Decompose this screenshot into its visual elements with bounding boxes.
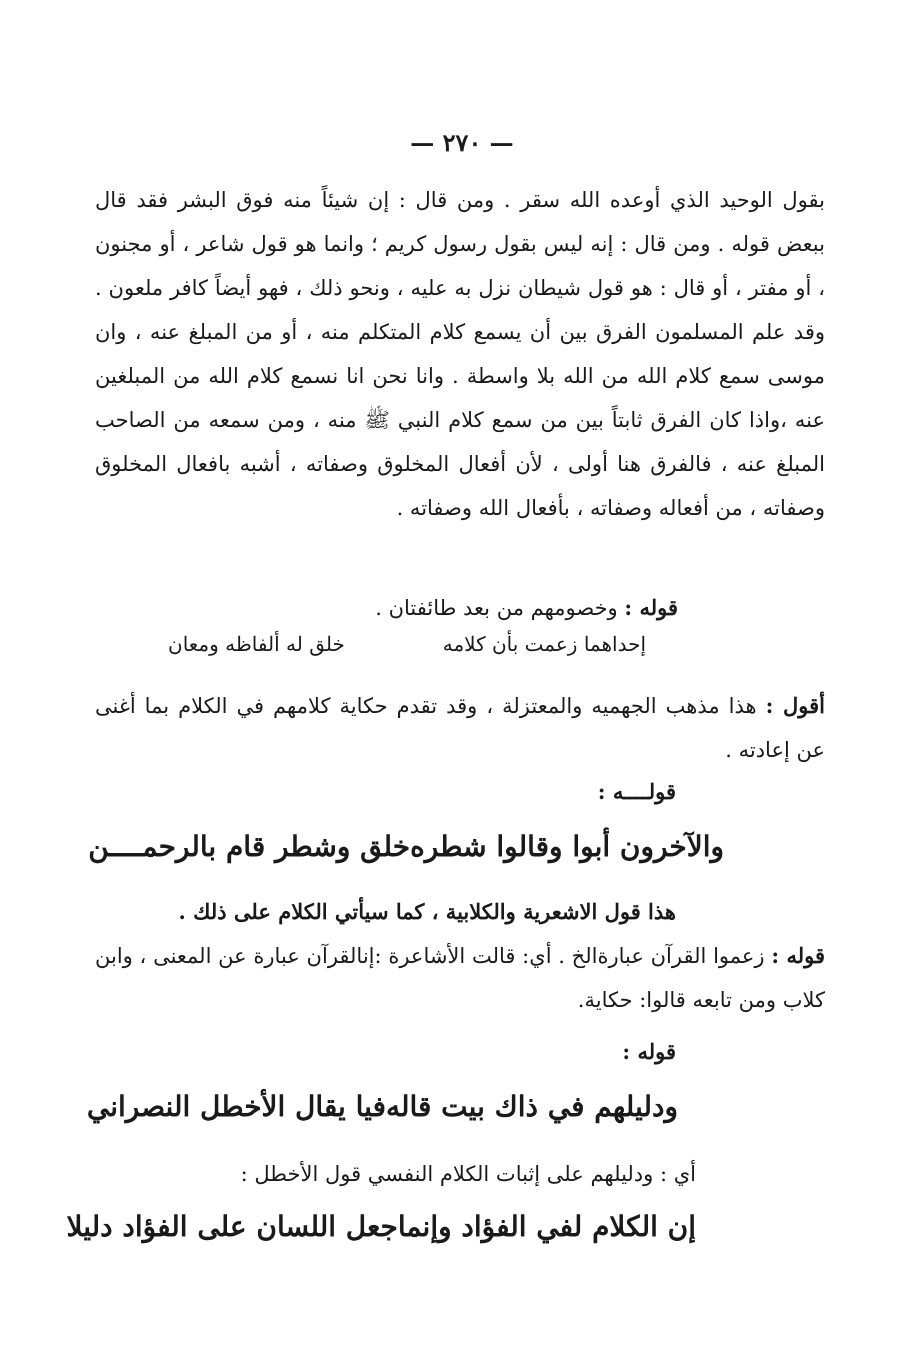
quote-intro-3: قوله : [622, 1039, 676, 1064]
quote-intro-2: قولــــه : [597, 779, 676, 804]
verse-hemistich-first: والآخرون أبوا وقالوا شطره [410, 830, 724, 863]
commentary-text: زعموا القرآن عبارةالخ . أي: قالت الأشاعرة :إنالقرآن عبارة عن المعنى ، وابن كلاب ومن تابعه قالوا: حكاية. [95, 944, 825, 1012]
quote-text: وخصومهم من بعد طائفتان . [375, 596, 618, 620]
verse-hemistich-first: إحداهما زعمت بأن كلامه [442, 632, 646, 656]
verse-hemistich-second: جعل اللسان على الفؤاد دليلا [66, 1210, 398, 1243]
body-paragraph: بقول الوحيد الذي أوعده الله سقر . ومن قال : إن شيئاً منه فوق البشر فقد قال ببعض قوله . ومن قال : إنه ليس بقول رسول كريم ؛ وانما هو قول شاعر ، أو مجنون ، أو مفتر ، أو قال : هو قول شيطان نزل به عليه ، ونحو ذلك ، فهو أيضاً كافر ملعون . وقد علم المسلمون الفرق بين أن يسمع كلام المتكلم منه ، أو من المبلغ عنه ، وان موسى سمع كلام الله من الله بلا واسطة . وانا نحن انا نسمع كلام الله من المبلغين عنه ،واذا كان الفرق ثابتاً بين من سمع كلام النبي ﷺ منه ، ومن سمعه من الصاحب المبلغ عنه ، فالفرق هنا أولى ، لأن أفعال المخلوق وصفاته ، أشبه بافعال المخلوق وصفاته ، من أفعاله وصفاته ، بأفعال الله وصفاته . [95, 188, 825, 520]
explanation-line-2: أي : ودليلهم على إثبات الكلام النفسي قول الأخطل : [240, 1162, 696, 1186]
verse-hemistich-second: فيا يقال الأخطل النصراني [86, 1090, 386, 1123]
verse-line-1 [168, 632, 646, 656]
verse-hemistich-second: خلق له ألفاظه ومعان [168, 632, 345, 656]
commentary-label: قوله : [771, 943, 825, 968]
page-number: — ٢٧٠ — [410, 128, 514, 157]
quote-intro-1 [375, 586, 678, 630]
quote-label: قوله : [624, 595, 678, 620]
commentary-paragraph-1 [95, 684, 825, 772]
verse-line-3 [86, 1090, 678, 1123]
explanation-line-1: هذا قول الاشعرية والكلابية ، كما سيأتي الكلام على ذلك . [178, 899, 676, 924]
verse-line-4 [66, 1210, 696, 1243]
commentary-label: أقول : [765, 693, 825, 718]
verse-line-2 [88, 830, 724, 863]
verse-hemistich-second: خلق وشطر قام بالرحمــــن [88, 830, 411, 863]
verse-hemistich-first: إن الكلام لفي الفؤاد وإنما [397, 1210, 696, 1243]
verse-hemistich-first: ودليلهم في ذاك بيت قاله [385, 1090, 678, 1123]
commentary-text: هذا مذهب الجهميه والمعتزلة ، وقد تقدم حكاية كلامهم في الكلام بما أغنى عن إعادته . [95, 694, 825, 762]
commentary-paragraph-2 [95, 934, 825, 1022]
